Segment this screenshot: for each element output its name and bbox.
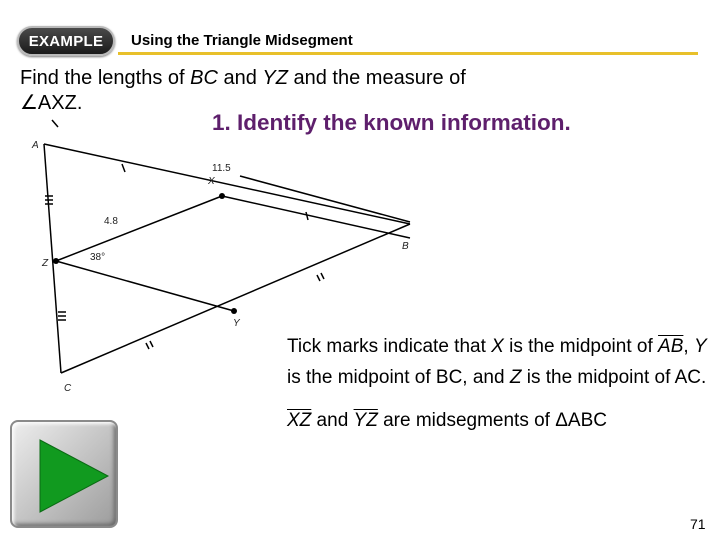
vertex-a-mark [52, 120, 58, 127]
question-seg-bc: BC [190, 67, 218, 89]
midsegment-xy [222, 196, 410, 238]
example-badge: EXAMPLE [17, 26, 115, 56]
label-c: C [64, 383, 72, 394]
expl-text-5: is the midpoint of AC. [521, 367, 707, 388]
page-number: 71 [690, 516, 706, 532]
explanation [287, 331, 717, 436]
label-b: B [402, 241, 409, 252]
point-x [219, 193, 225, 199]
angle-label-z: 38° [90, 252, 106, 263]
expl-y: Y [693, 336, 707, 357]
expl-segment-ab: $\overline{AB}$ [658, 336, 684, 357]
point-z [53, 258, 59, 264]
label-a: A [32, 140, 39, 151]
explanation-para-2 [287, 405, 717, 436]
side-ab [44, 144, 410, 224]
example-title: Using the Triangle Midsegment [131, 32, 353, 49]
length-label-xb: 11.5 [212, 163, 231, 174]
explanation-para-1 [287, 331, 717, 393]
tick-marks [45, 164, 324, 349]
play-icon [12, 422, 120, 530]
play-button[interactable] [10, 420, 118, 528]
expl-text-4: is the midpoint of BC, and [287, 367, 510, 388]
label-x: X [208, 176, 215, 187]
label-z: Z [42, 258, 49, 269]
midsegment-xz [56, 196, 222, 261]
question-and-1: and [217, 67, 263, 89]
pointer-line [240, 176, 410, 222]
question-and-2: and the measure of [287, 67, 466, 89]
expl-z: Z [509, 367, 522, 388]
expl-text-3: , [683, 336, 694, 357]
question-angle: ∠AXZ. [20, 92, 83, 114]
expl-text-1: Tick marks indicate that [287, 336, 492, 357]
step-heading: 1. Identify the known information. [212, 110, 571, 135]
expl-segment-yz: $\overline{YZ}$ [353, 410, 378, 431]
length-label-xz: 4.8 [104, 216, 118, 227]
question-seg-yz: YZ [262, 67, 288, 89]
expl-text-6: are midsegments of ΔABC [377, 410, 607, 431]
expl-text-2: is the midpoint of [503, 336, 659, 357]
question-intro: Find the lengths of [20, 67, 191, 89]
midsegment-yz [56, 261, 234, 311]
point-y [231, 308, 237, 314]
label-y: Y [233, 318, 240, 329]
expl-x: X [491, 336, 504, 357]
expl-and: and [311, 410, 354, 431]
expl-segment-xz: $\overline{XZ}$ [287, 410, 312, 431]
